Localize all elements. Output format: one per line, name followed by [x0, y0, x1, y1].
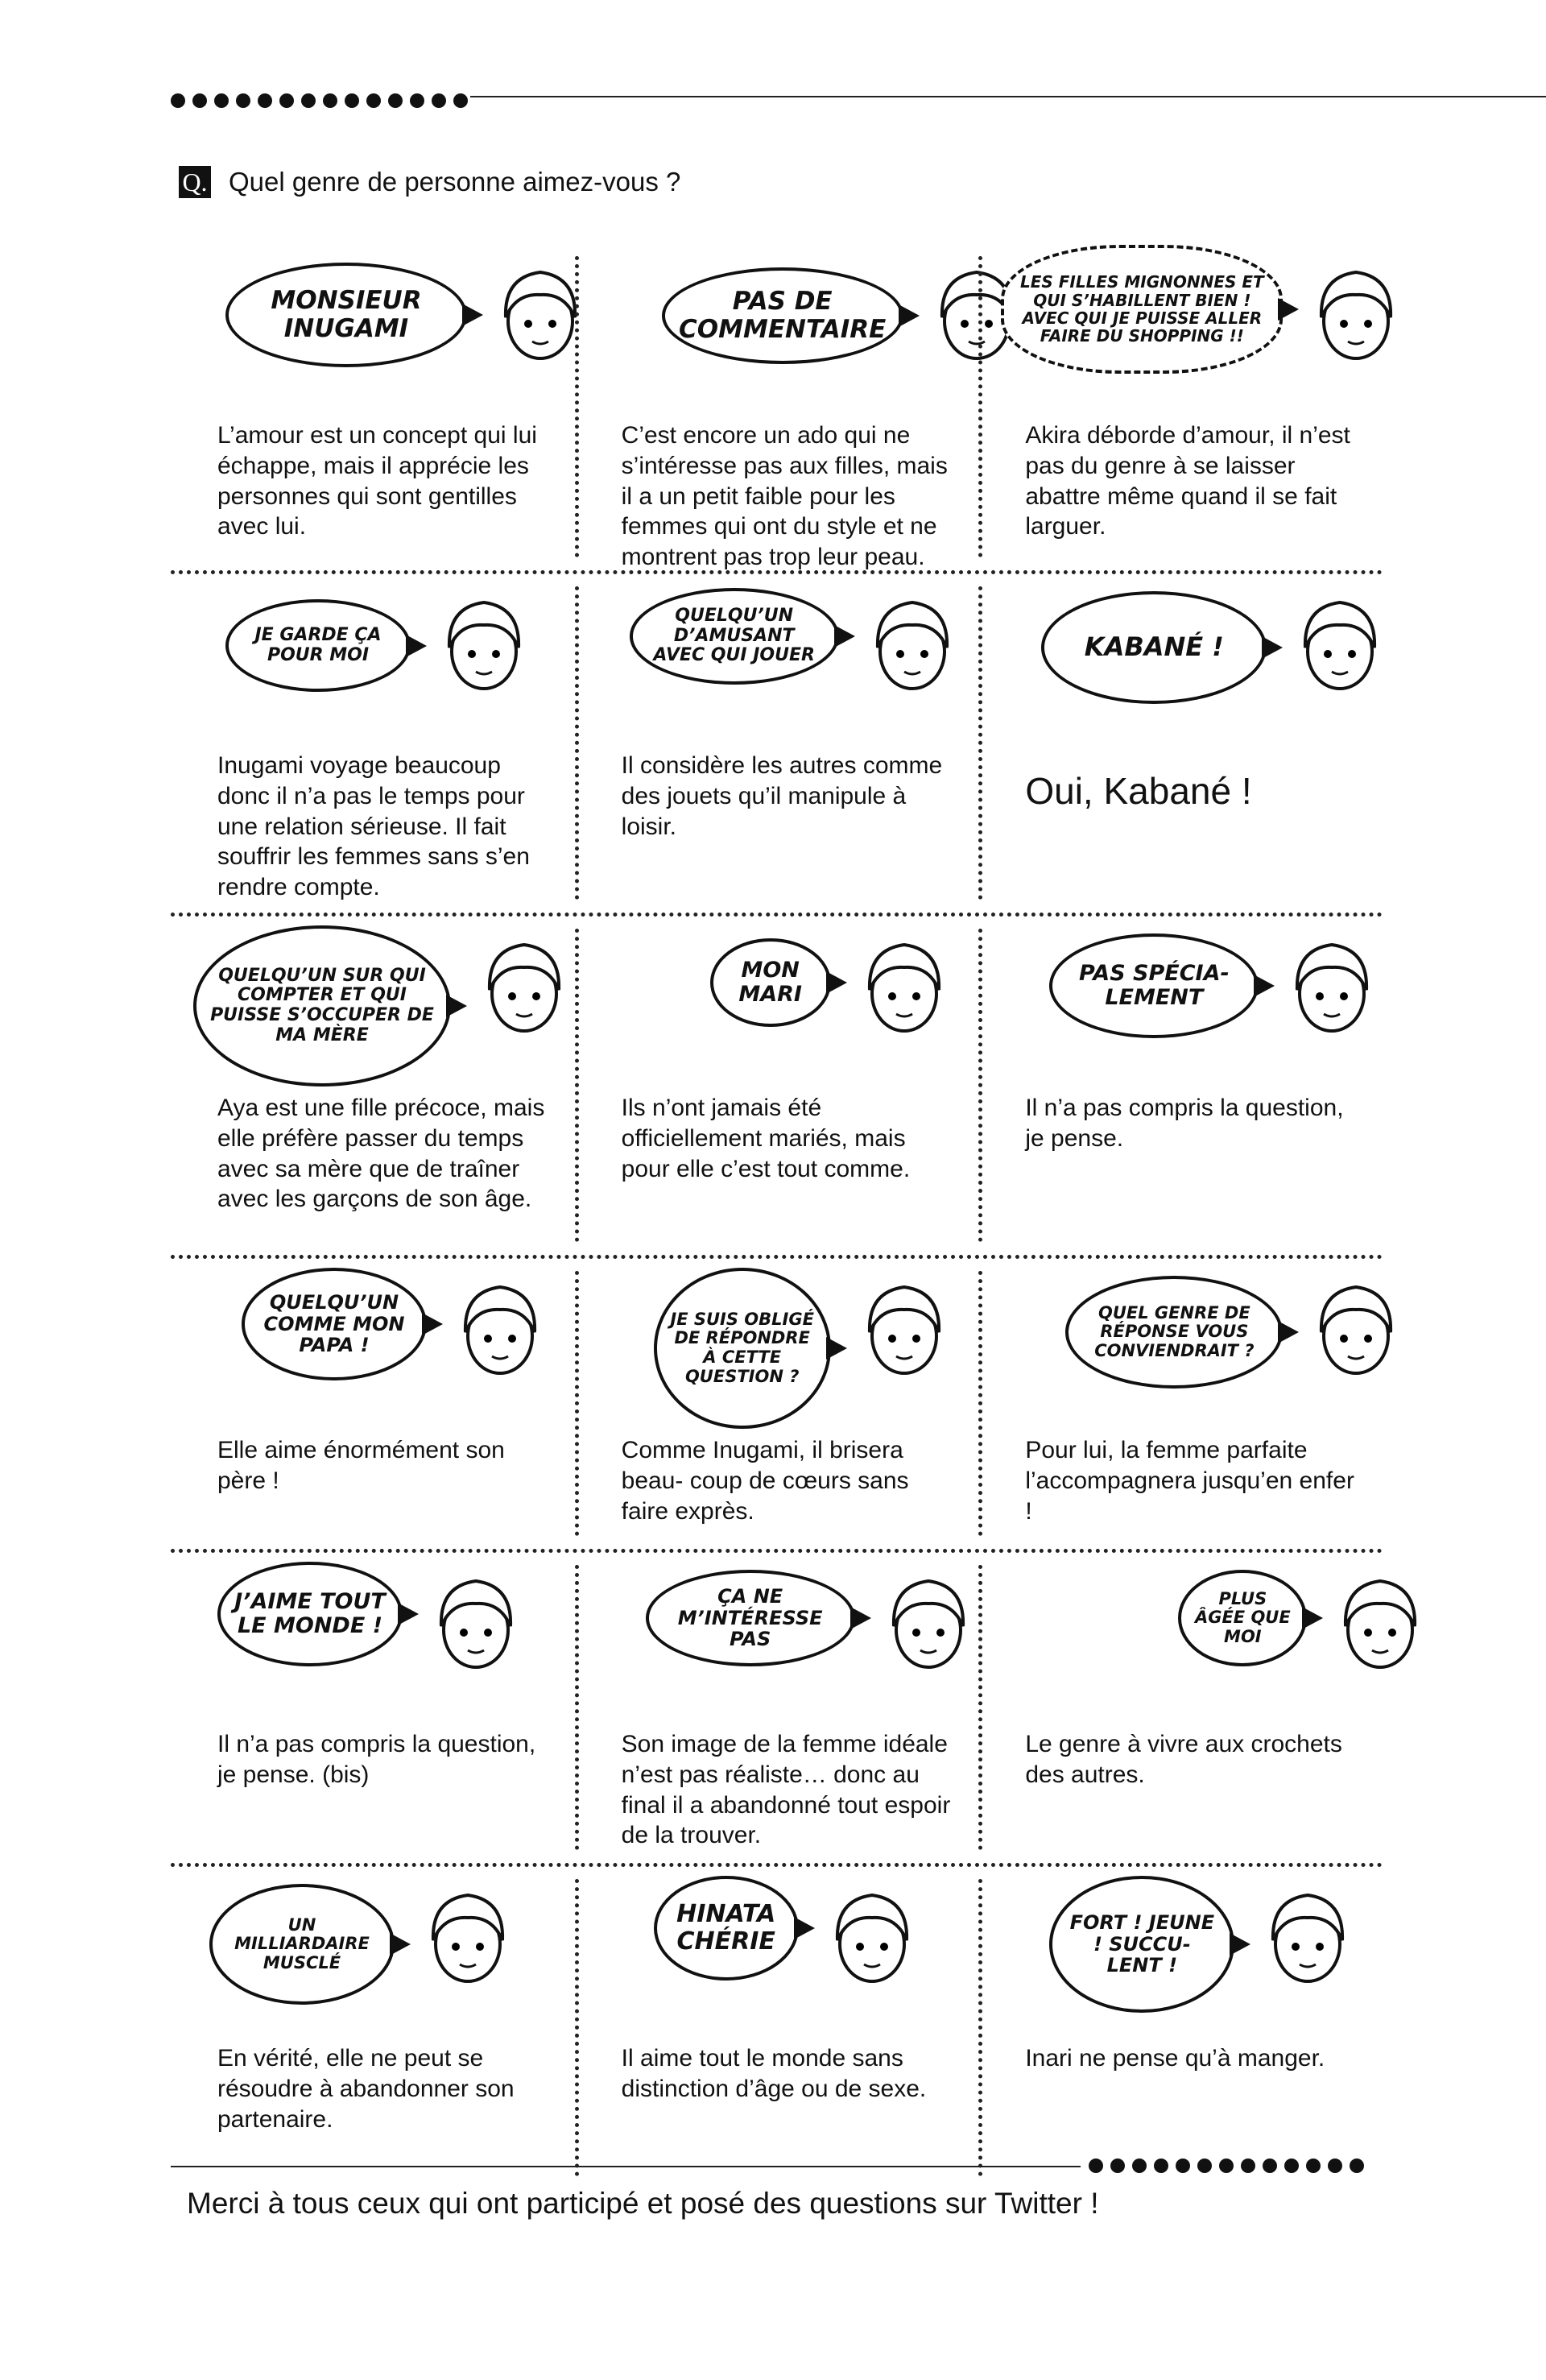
character-art — [193, 1268, 552, 1429]
question-badge: Q. — [179, 166, 211, 198]
dot — [432, 93, 446, 108]
top-dots — [171, 93, 468, 108]
happy-woman-face-icon — [860, 933, 949, 1038]
answer-description: C’est encore un ado qui ne s’intéresse pas aux filles, mais il a un petit faible pour les femmes qui ont du style et ne montrent pas trop leur peau. — [621, 422, 948, 571]
curly-hair-face-icon — [1336, 1570, 1424, 1674]
speech-bubble: PAS SPÉCIA- LEMENT — [1049, 933, 1259, 1038]
character-art — [1001, 253, 1360, 414]
answer-cell — [575, 242, 979, 572]
answer-cell — [978, 1550, 1383, 1865]
ponytail-girl-face-icon — [480, 933, 568, 1038]
character-art — [193, 925, 552, 1087]
answer-cell — [171, 242, 575, 572]
answer-cell — [575, 1865, 979, 2191]
speech-bubble: FORT ! JEUNE ! SUCCU- LENT ! — [1049, 1876, 1234, 2013]
answer-description: Comme Inugami, il brisera beau- coup de cœurs sans faire exprès. — [621, 1437, 909, 1525]
answer-description: Il n’a pas compris la question, je pense. — [1025, 1095, 1344, 1152]
dot — [453, 93, 468, 108]
speech-bubble: QUELQU’UN D’AMUSANT AVEC QUI JOUER — [630, 588, 839, 685]
speech-bubble: J’AIME TOUT LE MONDE ! — [217, 1562, 403, 1666]
question-heading — [179, 166, 680, 198]
shaggy-hair-man-face-icon — [440, 591, 528, 696]
spiky-hair-boy-face-icon — [496, 261, 585, 366]
little-girl-face-icon — [456, 1276, 544, 1380]
character-art — [597, 1562, 957, 1723]
black-haired-boy-face-icon — [1288, 933, 1376, 1038]
answer-cell — [171, 1865, 575, 2191]
dot — [388, 93, 403, 108]
answer-cell — [978, 242, 1383, 572]
speech-bubble: PAS DE COMMENTAIRE — [662, 267, 903, 364]
dot — [171, 93, 185, 108]
answer-cell — [978, 1865, 1383, 2191]
speech-bubble: QUELQU’UN COMME MON PAPA ! — [242, 1268, 427, 1380]
smiling-blonde-face-icon — [1312, 261, 1400, 366]
dot — [1132, 2159, 1147, 2173]
speech-bubble: LES FILLES MIGNONNES ET QUI S’HABILLENT BIEN ! AVEC QUI JE PUISSE ALLER FAIRE DU SHOPPING !! — [1001, 245, 1283, 374]
dot — [1176, 2159, 1190, 2173]
answer-cell — [575, 1550, 979, 1865]
laughing-boy-face-icon — [432, 1570, 520, 1674]
dot — [301, 93, 316, 108]
question-text: Quel genre de personne aimez-vous ? — [229, 167, 681, 197]
speech-bubble: KABANÉ ! — [1041, 591, 1267, 704]
speech-bubble: ÇA NE M’INTÉRESSE PAS — [646, 1570, 855, 1666]
dot — [366, 93, 381, 108]
dot — [410, 93, 424, 108]
answer-description: L’amour est un concept qui lui échappe, mais il apprécie les personnes qui sont gentilles avec lui. — [217, 422, 537, 540]
speech-bubble: QUEL GENRE DE RÉPONSE VOUS CONVIENDRAIT ? — [1065, 1276, 1283, 1389]
bottom-dotted-rule — [171, 2154, 1383, 2179]
speech-bubble: QUELQU’UN SUR QUI COMPTER ET QUI PUISSE S’OCCUPER DE MA MÈRE — [193, 925, 451, 1087]
cheerful-woman-face-icon — [1263, 1884, 1352, 1989]
answer-description: Aya est une fille précoce, mais elle préfère passer du temps avec sa mère que de traîner avec les garçons de son âge. — [217, 1095, 545, 1213]
answer-cell — [978, 572, 1383, 914]
character-art — [597, 925, 957, 1087]
speech-bubble: PLUS ÂGÉE QUE MOI — [1178, 1570, 1307, 1666]
dot — [214, 93, 229, 108]
dot — [1241, 2159, 1255, 2173]
dot — [1110, 2159, 1125, 2173]
fox-ears-girl-face-icon — [1296, 591, 1384, 696]
answer-cell — [575, 1256, 979, 1550]
footer-thanks: Merci à tous ceux qui ont participé et posé des questions sur Twitter ! — [187, 2187, 1099, 2220]
answer-description: Le genre à vivre aux crochets des autres. — [1025, 1731, 1342, 1788]
character-art — [597, 253, 957, 414]
speech-bubble: JE SUIS OBLIGÉ DE RÉPONDRE À CETTE QUESTION ? — [654, 1268, 831, 1429]
answer-cell — [978, 914, 1383, 1256]
speech-bubble: MONSIEUR INUGAMI — [225, 263, 467, 367]
dot — [1219, 2159, 1234, 2173]
dot — [279, 93, 294, 108]
top-dotted-rule — [171, 93, 1546, 118]
top-line — [470, 96, 1546, 97]
answer-cell — [575, 572, 979, 914]
dot — [1154, 2159, 1168, 2173]
character-art — [1001, 925, 1360, 1087]
answer-description: Son image de la femme idéale n’est pas réaliste… donc au final il a abandonné tout espoir de la trouver. — [621, 1731, 951, 1849]
answer-description: Elle aime énormément son père ! — [217, 1437, 505, 1494]
answer-description: Il aime tout le monde sans distinction d’âge ou de sexe. — [621, 2045, 927, 2102]
dot — [1089, 2159, 1103, 2173]
character-art — [1001, 583, 1360, 744]
character-art — [1001, 1562, 1360, 1723]
character-art — [1001, 1876, 1360, 2037]
character-art — [193, 1876, 552, 2037]
character-art — [193, 1562, 552, 1723]
dot — [192, 93, 207, 108]
answer-cell — [575, 914, 979, 1256]
answer-cell — [978, 1256, 1383, 1550]
character-art — [193, 253, 552, 414]
long-hair-man-face-icon — [828, 1884, 916, 1989]
answer-row — [171, 1550, 1383, 1865]
dot — [323, 93, 337, 108]
answer-description: En vérité, elle ne peut se résoudre à abandonner son partenaire. — [217, 2045, 515, 2133]
dot — [345, 93, 359, 108]
dot — [1197, 2159, 1212, 2173]
answer-description: Ils n’ont jamais été officiellement mariés, mais pour elle c’est tout comme. — [621, 1095, 911, 1182]
answer-description: Akira déborde d’amour, il n’est pas du genre à se laisser abattre même quand il se fait larguer. — [1025, 422, 1350, 540]
answer-row — [171, 242, 1383, 572]
calm-boy-face-icon — [860, 1276, 949, 1380]
answer-cell — [171, 1256, 575, 1550]
speech-bubble: MON MARI — [710, 938, 831, 1027]
dot — [258, 93, 272, 108]
character-art — [597, 1876, 957, 2037]
bottom-line — [171, 2166, 1081, 2167]
character-art — [1001, 1268, 1360, 1429]
character-art — [597, 1268, 957, 1429]
answer-description: Inugami voyage beaucoup donc il n’a pas le temps pour une relation sérieuse. Il fait souffrir les femmes sans s’en rendre compte. — [217, 752, 530, 901]
answer-description: Oui, Kabané ! — [1025, 770, 1252, 812]
answer-row — [171, 1256, 1383, 1550]
answer-description: Il considère les autres comme des jouets qu’il manipule à loisir. — [621, 752, 943, 840]
dot — [1263, 2159, 1277, 2173]
dot — [1350, 2159, 1364, 2173]
answer-row — [171, 572, 1383, 914]
dot — [1306, 2159, 1321, 2173]
answer-description: Pour lui, la femme parfaite l’accompagnera jusqu’en enfer ! — [1025, 1437, 1354, 1525]
headphones-boy-face-icon — [1312, 1276, 1400, 1380]
answer-description: Inari ne pense qu’à manger. — [1025, 2045, 1325, 2072]
answer-cell — [171, 914, 575, 1256]
dot — [236, 93, 250, 108]
dot — [1284, 2159, 1299, 2173]
speech-bubble: JE GARDE ÇA POUR MOI — [225, 599, 411, 692]
bored-man-face-icon — [884, 1570, 973, 1674]
grinning-demon-face-icon — [868, 591, 957, 696]
answer-description: Il n’a pas compris la question, je pense. (bis) — [217, 1731, 536, 1788]
answer-cell — [171, 572, 575, 914]
tired-woman-face-icon — [424, 1884, 512, 1989]
speech-bubble: UN MILLIARDAIRE MUSCLÉ — [209, 1884, 395, 2005]
answer-row — [171, 1865, 1383, 2191]
answers-grid — [171, 242, 1383, 2191]
speech-bubble: HINATA CHÉRIE — [654, 1876, 799, 1981]
bottom-dots — [1089, 2159, 1364, 2173]
answer-row — [171, 914, 1383, 1256]
dot — [1328, 2159, 1342, 2173]
character-art — [597, 583, 957, 744]
answer-cell — [171, 1550, 575, 1865]
character-art — [193, 583, 552, 744]
